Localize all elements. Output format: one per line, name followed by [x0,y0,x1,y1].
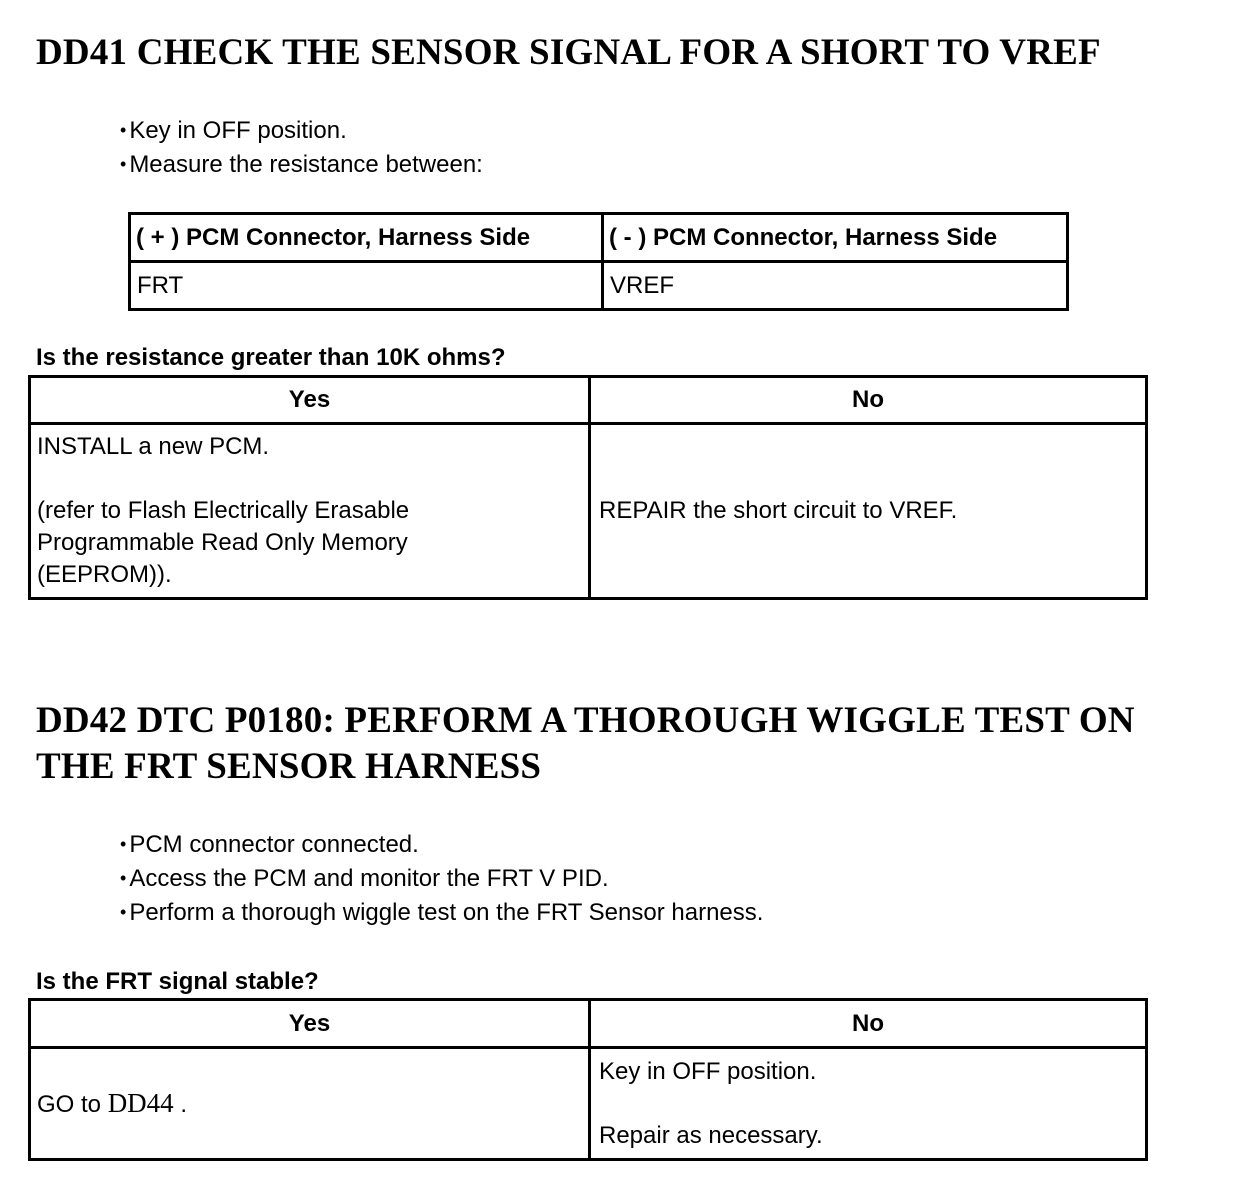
dd42-title-line1: DD42 DTC P0180: PERFORM A THOROUGH WIGGLE TEST ON [36,700,1135,741]
dd44-link[interactable]: DD44 [107,1088,174,1118]
yes-line: (EEPROM)). [37,561,172,588]
dd42-bullet-list [120,827,763,929]
bullet-item: • Measure the resistance between: [120,147,483,181]
dd42-title-line2: THE FRT SENSOR HARNESS [36,746,542,787]
no-cell: REPAIR the short circuit to VREF. [590,424,1147,599]
yes-cell [30,424,590,599]
dd42-title [36,698,1135,790]
dd41-title: DD41 CHECK THE SENSOR SIGNAL FOR A SHORT TO VREF [36,32,1101,73]
dd41-result-table [28,375,1148,600]
yes-line: Programmable Read Only Memory [37,529,408,556]
no-header: No [590,1000,1147,1048]
no-line: Repair as necessary. [599,1121,823,1149]
bullet-item: • Perform a thorough wiggle test on the FRT Sensor harness. [120,895,763,929]
yes-line: (refer to Flash Electrically Erasable [37,497,410,524]
connector-header-positive: ( + ) PCM Connector, Harness Side [130,214,603,262]
no-header: No [590,377,1147,424]
connector-cell-positive: FRT [130,262,603,310]
dd41-question: Is the resistance greater than 10K ohms? [36,344,506,371]
dd41-connector-table [128,212,1069,311]
no-line: Key in OFF position. [599,1057,817,1085]
connector-cell-negative: VREF [603,262,1068,310]
no-cell [590,1048,1147,1160]
bullet-item: • Access the PCM and monitor the FRT V PID. [120,861,763,895]
yes-header: Yes [30,1000,590,1048]
dd41-bullet-list [120,113,483,181]
yes-cell [30,1048,590,1160]
yes-line: INSTALL a new PCM. [37,433,270,460]
bullet-item: • PCM connector connected. [120,827,763,861]
yes-suffix: . [173,1091,188,1118]
dd42-question: Is the FRT signal stable? [36,968,319,995]
yes-prefix: GO to [37,1091,108,1118]
dd42-result-table [28,998,1148,1161]
yes-header: Yes [30,377,590,424]
bullet-item: • Key in OFF position. [120,113,483,147]
connector-header-negative: ( - ) PCM Connector, Harness Side [603,214,1068,262]
